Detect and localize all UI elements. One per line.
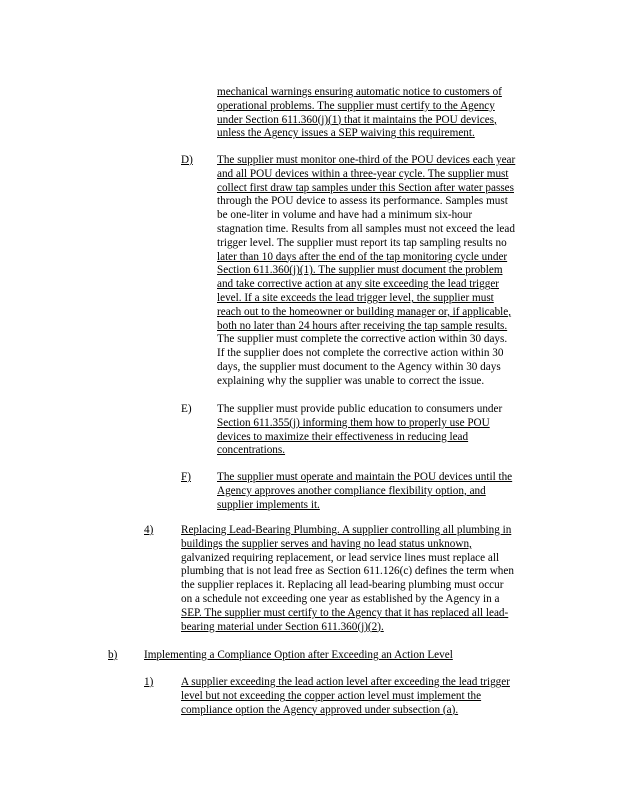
text-line: be one-liter in volume and have had a minimum six-hour — [217, 209, 473, 222]
text-line: unless the Agency issues a SEP waiving this requirement. — [217, 127, 475, 140]
paragraph-4 — [181, 524, 514, 634]
text-line: devices to maximize their effectiveness in reducing lead — [217, 430, 469, 443]
text-line: A supplier exceeding the lead action level after exceeding the lead trigger — [181, 676, 510, 688]
text-line: Replacing Lead-Bearing Plumbing. A supplier controlling all plumbing in — [181, 524, 512, 536]
label-e: E) — [181, 403, 192, 415]
text-line: The supplier must provide public education to consumers under — [217, 403, 503, 415]
text-line: The supplier must complete the corrective action within 30 days. — [217, 333, 508, 346]
text-line: level. If a site exceeds the lead trigger level, the supplier must — [217, 291, 494, 304]
paragraph-1 — [181, 676, 510, 717]
text-line: bearing material under Section 611.360(j)(2). — [181, 620, 384, 633]
heading-b-text: Implementing a Compliance Option after Exceeding an Action Level — [144, 649, 453, 661]
paragraph-c-continued — [217, 86, 502, 141]
text-line: Section 611.360(j)(1). The supplier must document the problem — [217, 264, 503, 277]
text-line: SEP. The supplier must certify to the Agency that it has replaced all lead- — [181, 606, 509, 619]
text-line: collect first draw tap samples under this Section after water passes — [217, 181, 514, 194]
text-line: The supplier must monitor one-third of the POU devices each year — [217, 154, 516, 166]
text-line: operational problems. The supplier must certify to the Agency — [217, 99, 495, 112]
text-line: through the POU device to assess its performance. Samples must — [217, 195, 508, 208]
text-line: concentrations. — [217, 444, 286, 457]
text-line: plumbing that is not lead free as Section 611.126(c) defines the term when — [181, 565, 514, 578]
heading-b — [144, 649, 453, 663]
paragraph-e — [217, 403, 502, 458]
label-1: 1) — [144, 676, 154, 688]
text-line: and take corrective action at any site exceeding the lead trigger — [217, 278, 500, 291]
paragraph-d — [217, 154, 515, 389]
label-f: F) — [181, 471, 191, 483]
text-line: both no later than 24 hours after receiving the tap sample results. — [217, 319, 508, 332]
paragraph-f — [217, 471, 512, 512]
label-d: D) — [181, 154, 193, 166]
text-line: explaining why the supplier was unable to correct the issue. — [217, 374, 485, 387]
text-line: later than 10 days after the end of the tap monitoring cycle under — [217, 250, 508, 263]
text-line: on a schedule not exceeding one year as established by the Agency in a — [181, 592, 500, 605]
text-line: compliance option the Agency approved under subsection (a). — [181, 703, 459, 716]
label-4: 4) — [144, 524, 154, 536]
text-line: Agency approves another compliance flexibility option, and — [217, 484, 486, 497]
text-line: and all POU devices within a three-year cycle. The supplier must — [217, 167, 509, 180]
text-line: galvanized requiring replacement, or lead service lines must replace all — [181, 551, 500, 564]
text-line: stagnation time. Results from all samples must not exceed the lead — [217, 222, 515, 235]
text-line: supplier implements it. — [217, 498, 320, 511]
text-line: If the supplier does not complete the corrective action within 30 — [217, 347, 504, 360]
text-line: days, the supplier must document to the Agency within 30 days — [217, 360, 501, 373]
text-line: Section 611.355(j) informing them how to properly use POU — [217, 416, 490, 429]
text-line: reach out to the homeowner or building manager or, if applicable, — [217, 305, 512, 318]
text-line: trigger level. The supplier must report its tap sampling results no — [217, 236, 507, 249]
text-line: buildings the supplier serves and having no lead status unknown, — [181, 537, 472, 550]
text-line: level but not exceeding the copper action level must implement the — [181, 689, 482, 702]
text-line: mechanical warnings ensuring automatic notice to customers of — [217, 86, 502, 98]
text-line: under Section 611.360(j)(1) that it maintains the POU devices, — [217, 113, 497, 126]
label-b: b) — [108, 649, 118, 661]
text-line: the supplier replaces it. Replacing all lead-bearing plumbing must occur — [181, 579, 504, 592]
text-line: The supplier must operate and maintain the POU devices until the — [217, 471, 513, 483]
